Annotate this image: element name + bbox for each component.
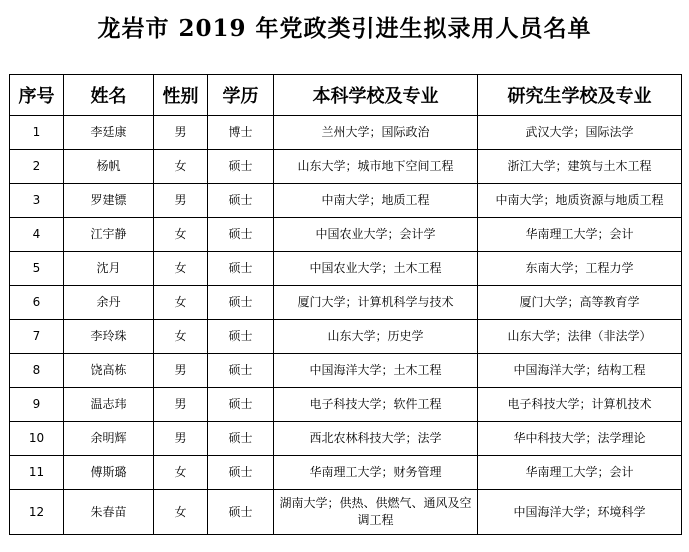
cell-graduate: 华南理工大学；会计 xyxy=(478,218,682,252)
cell-gender: 女 xyxy=(154,320,208,354)
table-row xyxy=(10,116,682,150)
cell-undergrad: 山东大学；城市地下空间工程 xyxy=(274,150,478,184)
cell-name: 杨帆 xyxy=(64,150,154,184)
cell-undergrad: 中国农业大学；土木工程 xyxy=(274,252,478,286)
table-row xyxy=(10,286,682,320)
cell-degree: 硕士 xyxy=(208,218,274,252)
cell-index: 2 xyxy=(10,150,64,184)
cell-index: 6 xyxy=(10,286,64,320)
cell-index: 12 xyxy=(10,490,64,535)
cell-gender: 女 xyxy=(154,218,208,252)
table-row xyxy=(10,388,682,422)
cell-undergrad: 兰州大学；国际政治 xyxy=(274,116,478,150)
header-index: 序号 xyxy=(10,75,64,116)
cell-degree: 硕士 xyxy=(208,490,274,535)
cell-name: 余明辉 xyxy=(64,422,154,456)
page-title: 龙岩市 2019 年党政类引进生拟录用人员名单 xyxy=(97,15,592,42)
cell-degree: 硕士 xyxy=(208,388,274,422)
cell-degree: 硕士 xyxy=(208,320,274,354)
table-row xyxy=(10,184,682,218)
cell-gender: 女 xyxy=(154,490,208,535)
cell-graduate: 中南大学；地质资源与地质工程 xyxy=(478,184,682,218)
cell-gender: 女 xyxy=(154,150,208,184)
cell-index: 5 xyxy=(10,252,64,286)
cell-gender: 女 xyxy=(154,286,208,320)
cell-index: 3 xyxy=(10,184,64,218)
cell-gender: 女 xyxy=(154,456,208,490)
cell-name: 傅斯璐 xyxy=(64,456,154,490)
cell-gender: 男 xyxy=(154,422,208,456)
cell-gender: 男 xyxy=(154,388,208,422)
table-row xyxy=(10,252,682,286)
cell-undergrad: 厦门大学；计算机科学与技术 xyxy=(274,286,478,320)
cell-undergrad: 中南大学；地质工程 xyxy=(274,184,478,218)
cell-index: 1 xyxy=(10,116,64,150)
table-header-row xyxy=(10,75,682,116)
cell-undergrad: 华南理工大学；财务管理 xyxy=(274,456,478,490)
cell-name: 江宇静 xyxy=(64,218,154,252)
table-row xyxy=(10,422,682,456)
cell-name: 饶高栋 xyxy=(64,354,154,388)
cell-gender: 女 xyxy=(154,252,208,286)
cell-graduate: 东南大学；工程力学 xyxy=(478,252,682,286)
header-name: 姓名 xyxy=(64,75,154,116)
cell-index: 8 xyxy=(10,354,64,388)
cell-graduate: 中国海洋大学；环境科学 xyxy=(478,490,682,535)
cell-name: 沈月 xyxy=(64,252,154,286)
cell-graduate: 山东大学；法律（非法学） xyxy=(478,320,682,354)
cell-degree: 硕士 xyxy=(208,456,274,490)
cell-name: 温志玮 xyxy=(64,388,154,422)
cell-graduate: 厦门大学；高等教育学 xyxy=(478,286,682,320)
cell-undergrad: 山东大学；历史学 xyxy=(274,320,478,354)
cell-degree: 硕士 xyxy=(208,286,274,320)
cell-index: 11 xyxy=(10,456,64,490)
cell-name: 李玲珠 xyxy=(64,320,154,354)
table-row xyxy=(10,456,682,490)
cell-degree: 硕士 xyxy=(208,252,274,286)
table-row xyxy=(10,490,682,535)
cell-graduate: 电子科技大学；计算机技术 xyxy=(478,388,682,422)
cell-graduate: 武汉大学；国际法学 xyxy=(478,116,682,150)
cell-gender: 男 xyxy=(154,184,208,218)
cell-name: 李廷康 xyxy=(64,116,154,150)
table-row xyxy=(10,150,682,184)
candidate-table xyxy=(9,74,682,535)
cell-undergrad: 西北农林科技大学；法学 xyxy=(274,422,478,456)
cell-index: 10 xyxy=(10,422,64,456)
table-row xyxy=(10,354,682,388)
cell-undergrad: 湖南大学；供热、供燃气、通风及空调工程 xyxy=(274,490,478,535)
cell-graduate: 中国海洋大学；结构工程 xyxy=(478,354,682,388)
table-row xyxy=(10,320,682,354)
header-degree: 学历 xyxy=(208,75,274,116)
cell-degree: 硕士 xyxy=(208,354,274,388)
cell-degree: 硕士 xyxy=(208,422,274,456)
cell-index: 7 xyxy=(10,320,64,354)
cell-gender: 男 xyxy=(154,116,208,150)
cell-undergrad: 中国海洋大学；土木工程 xyxy=(274,354,478,388)
cell-degree: 硕士 xyxy=(208,184,274,218)
cell-index: 9 xyxy=(10,388,64,422)
cell-index: 4 xyxy=(10,218,64,252)
table-body xyxy=(10,116,682,535)
cell-undergrad: 电子科技大学；软件工程 xyxy=(274,388,478,422)
cell-degree: 博士 xyxy=(208,116,274,150)
header-undergrad: 本科学校及专业 xyxy=(274,75,478,116)
cell-graduate: 浙江大学；建筑与土木工程 xyxy=(478,150,682,184)
cell-name: 罗建镖 xyxy=(64,184,154,218)
header-gender: 性别 xyxy=(154,75,208,116)
cell-gender: 男 xyxy=(154,354,208,388)
cell-name: 朱春苗 xyxy=(64,490,154,535)
cell-undergrad: 中国农业大学；会计学 xyxy=(274,218,478,252)
cell-graduate: 华中科技大学；法学理论 xyxy=(478,422,682,456)
cell-name: 余丹 xyxy=(64,286,154,320)
header-graduate: 研究生学校及专业 xyxy=(478,75,682,116)
cell-graduate: 华南理工大学；会计 xyxy=(478,456,682,490)
table-row xyxy=(10,218,682,252)
cell-degree: 硕士 xyxy=(208,150,274,184)
